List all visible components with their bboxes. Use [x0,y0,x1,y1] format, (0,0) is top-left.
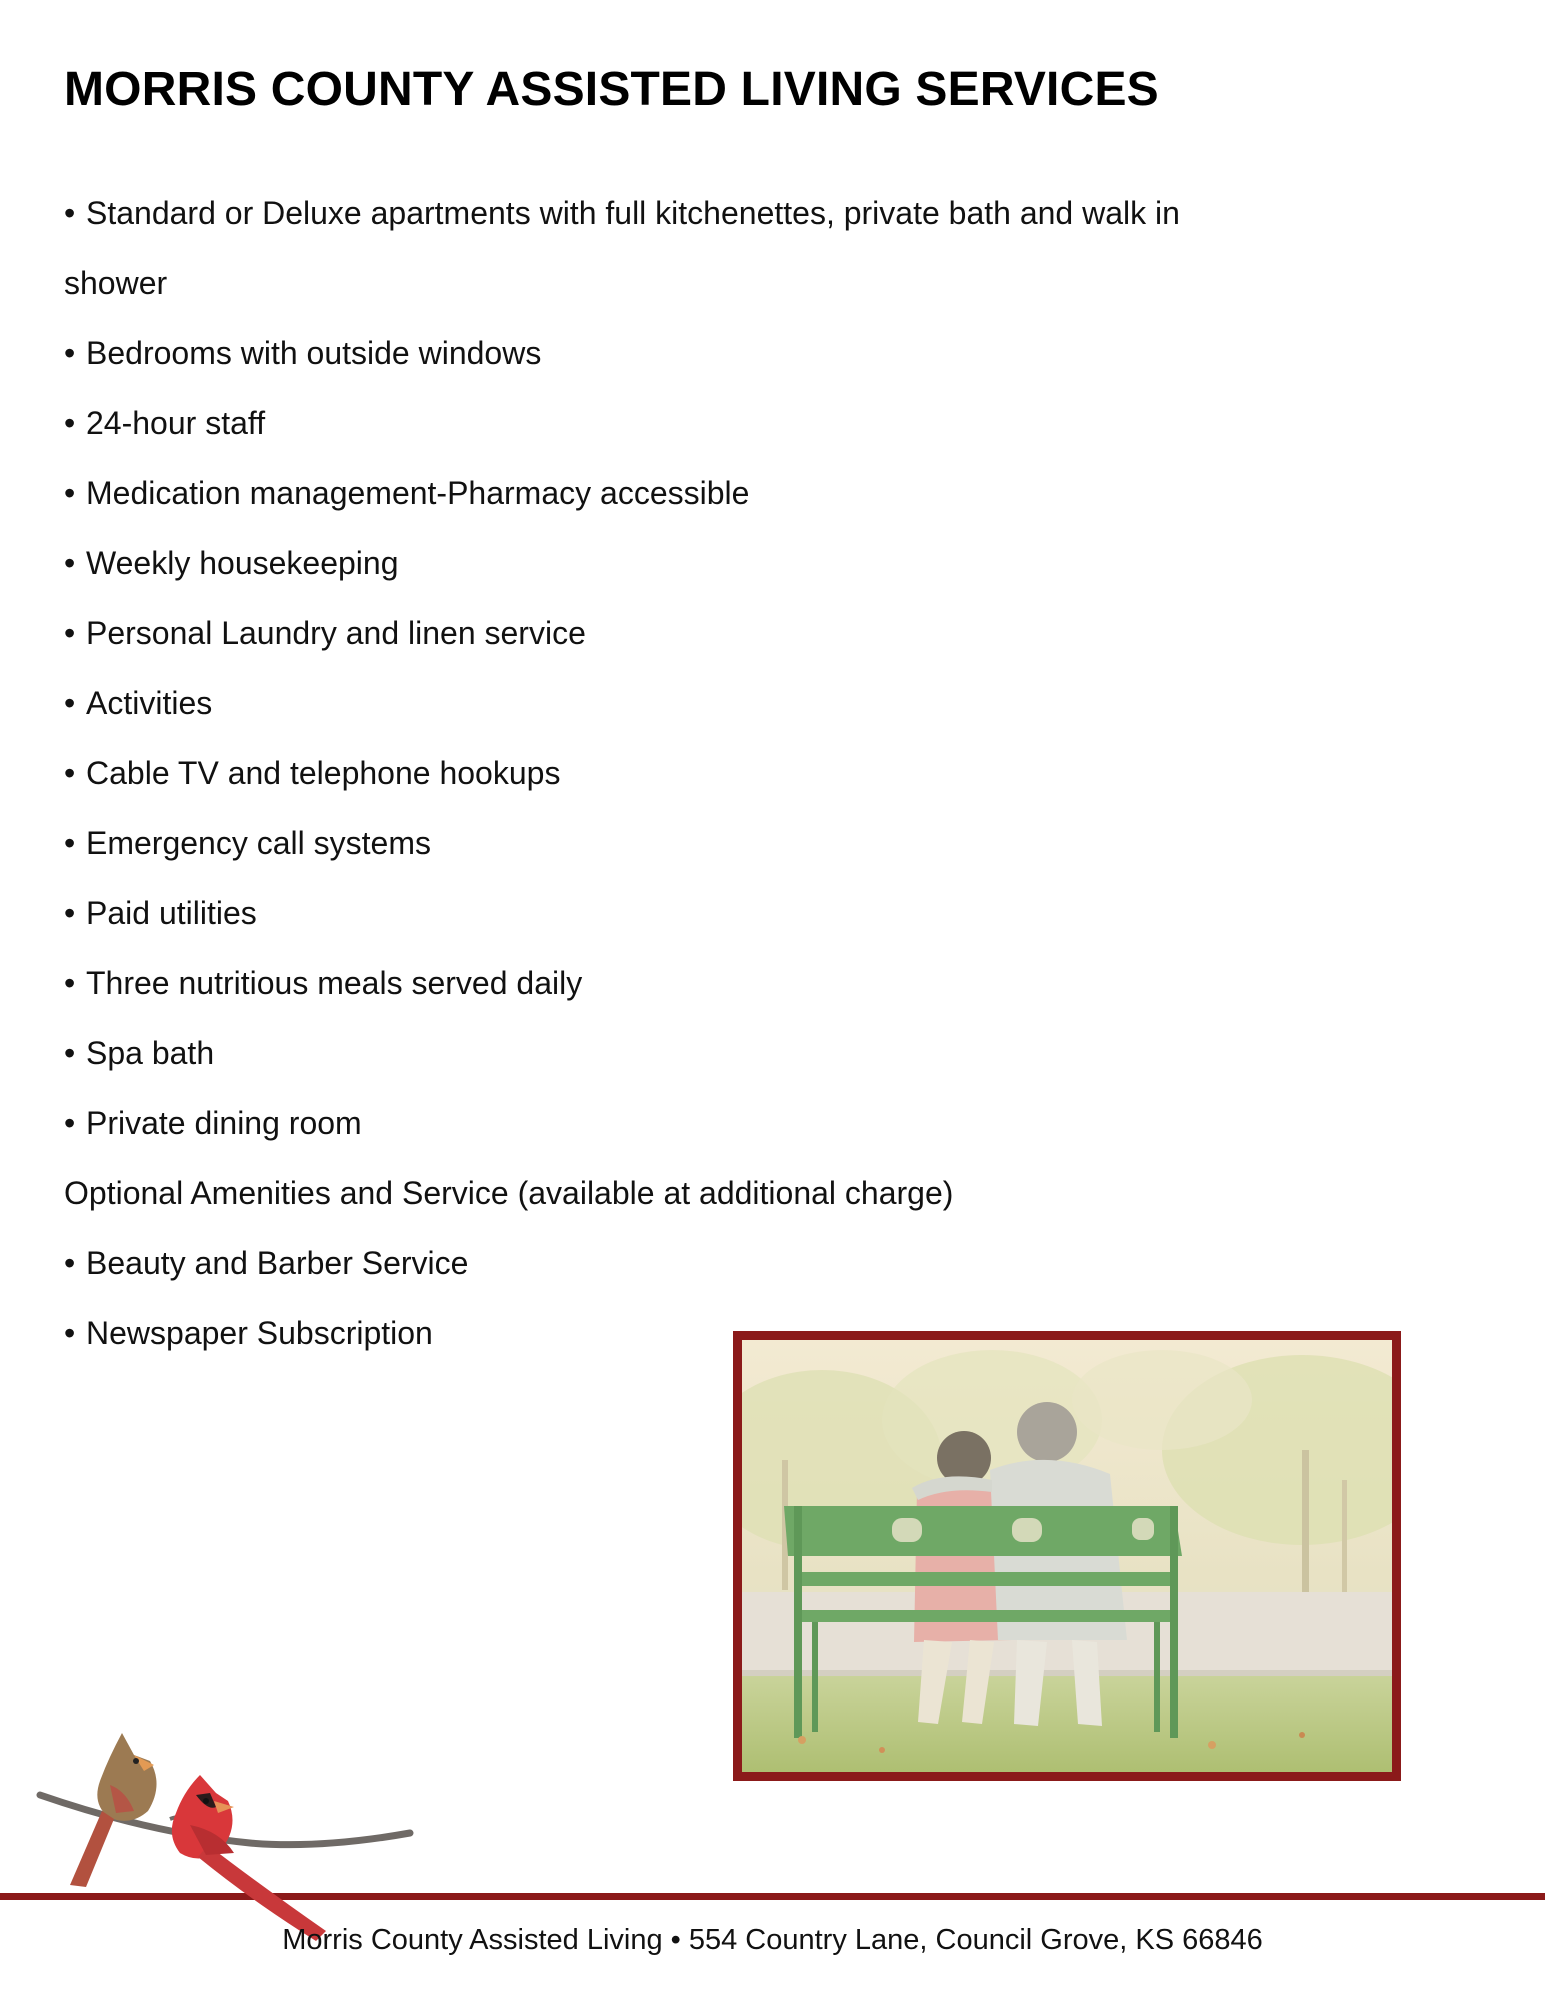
bullet-icon: • [64,615,76,651]
list-item-text: Cable TV and telephone hookups [86,755,561,791]
footer-address: Morris County Assisted Living • 554 Country Lane, Council Grove, KS 66846 [282,1924,1263,1956]
bullet-icon: • [64,895,76,931]
couple-on-bench-photo [733,1331,1401,1781]
list-item-text: Activities [86,685,213,721]
list-item [64,178,1364,248]
list-item [64,668,1364,738]
list-item [64,1228,1364,1298]
bullet-icon: • [64,825,76,861]
list-item-text: Private dining room [86,1105,362,1141]
list-item-text: Three nutritious meals served daily [86,965,583,1001]
bullet-icon: • [64,1315,76,1351]
bullet-icon: • [64,755,76,791]
cardinals-illustration [30,1715,430,1945]
bullet-icon: • [64,195,76,231]
list-item [64,528,1364,598]
list-item [64,878,1364,948]
list-item [64,388,1364,458]
bullet-icon: • [64,685,76,721]
services-list [64,178,1364,1368]
list-item-text: Standard or Deluxe apartments with full kitchenettes, private bath and walk in [86,195,1180,231]
bullet-icon: • [64,965,76,1001]
bullet-icon: • [64,1035,76,1071]
bullet-icon: • [64,335,76,371]
list-item-text: Medication management-Pharmacy accessible [86,475,750,511]
list-item-text: 24-hour staff [86,405,266,441]
list-item [64,598,1364,668]
list-item [64,1018,1364,1088]
list-item-text: Newspaper Subscription [86,1315,433,1351]
bullet-icon: • [64,1245,76,1281]
list-item-text: Bedrooms with outside windows [86,335,542,371]
list-item [64,948,1364,1018]
list-item-text: Emergency call systems [86,825,431,861]
list-item-text: Spa bath [86,1035,215,1071]
list-item [64,458,1364,528]
couple-on-bench-image [742,1340,1392,1772]
list-item [64,318,1364,388]
page-title: MORRIS COUNTY ASSISTED LIVING SERVICES [64,63,1159,116]
list-item [64,1088,1364,1158]
bullet-icon: • [64,545,76,581]
list-item-text: Personal Laundry and linen service [86,615,586,651]
list-item-text: Paid utilities [86,895,257,931]
bullet-icon: • [64,475,76,511]
optional-heading: Optional Amenities and Service (available at additional charge) [64,1175,954,1211]
list-item-text: Beauty and Barber Service [86,1245,469,1281]
bullet-icon: • [64,1105,76,1141]
list-item-continuation: shower [64,265,168,301]
list-item [64,808,1364,878]
list-item [64,738,1364,808]
bullet-icon: • [64,405,76,441]
list-item-text: Weekly housekeeping [86,545,399,581]
